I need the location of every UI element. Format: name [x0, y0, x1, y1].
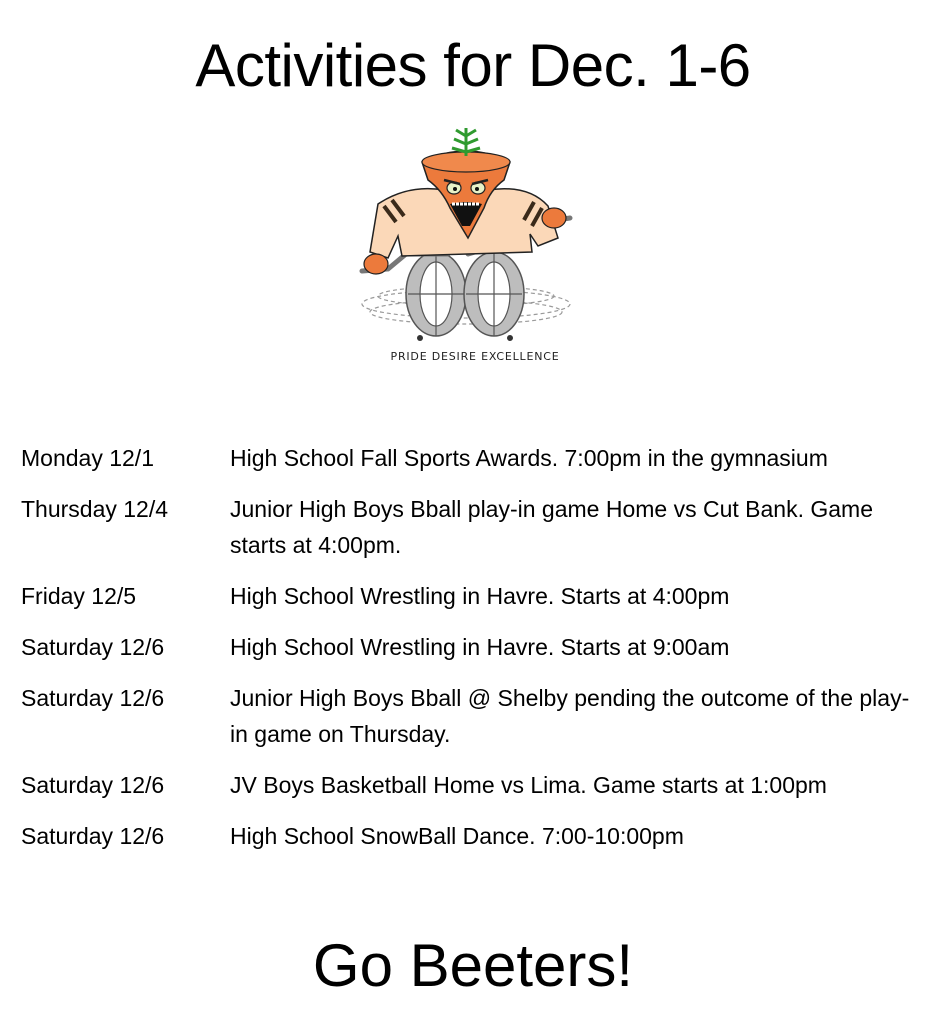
schedule-day: Saturday 12/6 [21, 685, 165, 711]
page-title: Activities for Dec. 1-6 [195, 32, 751, 99]
schedule-event: High School SnowBall Dance. 7:00-10:00pm [230, 823, 684, 849]
schedule-day: Saturday 12/6 [21, 823, 165, 849]
schedule-row [21, 578, 921, 614]
schedule-day: Friday 12/5 [21, 583, 137, 609]
schedule-event: High School Wrestling in Havre. Starts at 4:00pm [230, 583, 730, 609]
beet-mascot-icon [348, 126, 584, 356]
schedule-event: High School Wrestling in Havre. Starts at 9:00am [230, 634, 730, 660]
schedule-day: Thursday 12/4 [21, 496, 169, 522]
schedule-row [21, 818, 921, 854]
schedule-event: JV Boys Basketball Home vs Lima. Game starts at 1:00pm [230, 772, 827, 798]
motto-text: PRIDE DESIRE EXCELLENCE [390, 350, 560, 363]
schedule-event: High School Fall Sports Awards. 7:00pm in the gymnasium [230, 445, 828, 471]
schedule-row [21, 767, 921, 803]
schedule-event: Junior High Boys Bball @ Shelby pending the outcome of the play-in game on Thursday. [230, 685, 910, 747]
schedule-event: Junior High Boys Bball play-in game Home vs Cut Bank. Game starts at 4:00pm. [230, 496, 874, 558]
schedule-day: Saturday 12/6 [21, 634, 165, 660]
activities-schedule [21, 440, 921, 869]
schedule-row [21, 440, 921, 476]
schedule-row [21, 629, 921, 665]
footer-slogan: Go Beeters! [312, 932, 634, 999]
schedule-day: Saturday 12/6 [21, 772, 165, 798]
schedule-row [21, 680, 921, 752]
beeters-mascot-logo [348, 126, 584, 376]
schedule-row [21, 491, 921, 563]
schedule-day: Monday 12/1 [21, 445, 154, 471]
